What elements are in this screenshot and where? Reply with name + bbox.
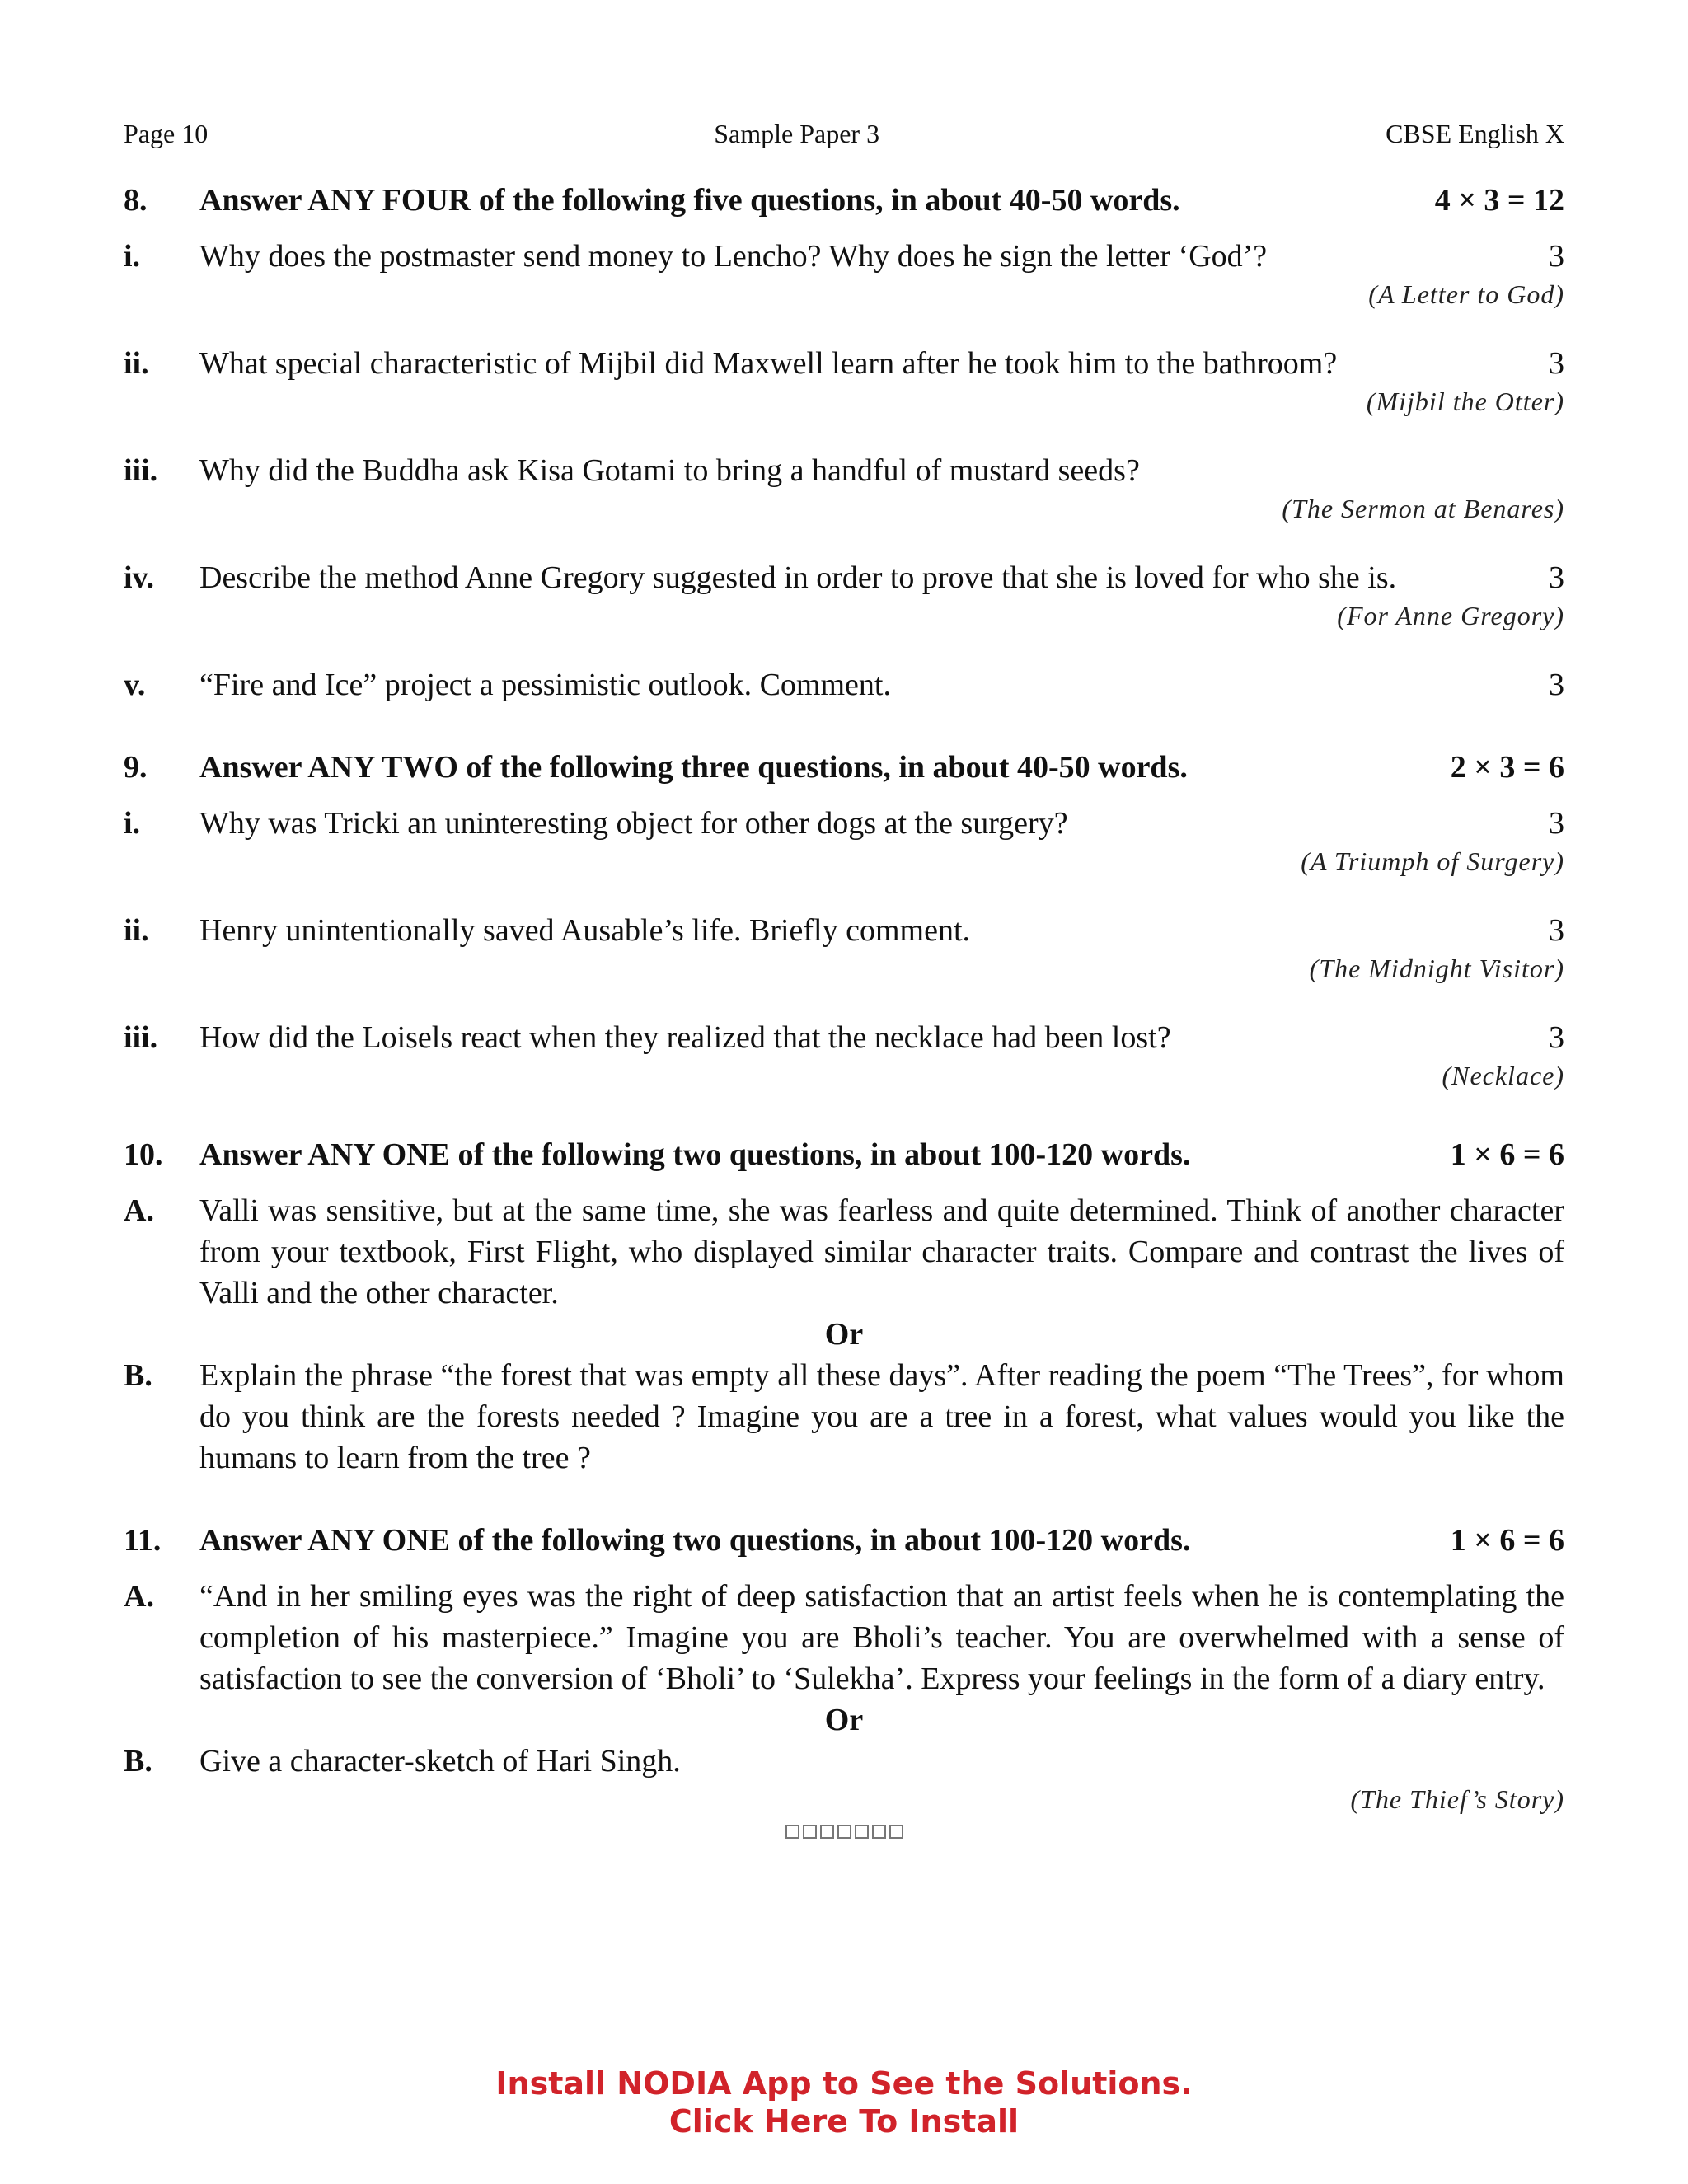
sub-question: [124, 343, 1564, 384]
option-label: A.: [124, 1579, 154, 1614]
question-8: [124, 180, 1564, 747]
option-text: Explain the phrase “the forest that was empty all these days”. After reading the poem “The Trees”, for whom do you think are the forests needed ? Imagine you are a tree in a forest, what values would you like the humans to learn from the tree ?: [199, 1358, 1564, 1475]
page: [124, 115, 1564, 1843]
question-instruction: Answer ANY ONE of the following two questions, in about 100-120 words.: [199, 1137, 1191, 1172]
sub-question-marks: 3: [1549, 913, 1564, 948]
question-marks: 4 × 3 = 12: [1434, 183, 1564, 218]
sub-question-number: ii.: [124, 913, 149, 948]
paper-title: Sample Paper 3: [714, 119, 880, 148]
question-heading: [124, 1134, 1564, 1175]
install-app-banner: [0, 2064, 1688, 2140]
question-number: 9.: [124, 750, 148, 785]
sub-question-text: “Fire and Ice” project a pessimistic outlook. Comment.: [199, 668, 891, 702]
sub-question-text: Why did the Buddha ask Kisa Gotami to bring a handful of mustard seeds?: [199, 453, 1140, 488]
question-heading: [124, 747, 1564, 788]
install-app-link[interactable]: Install NODIA App to See the Solutions.: [495, 2065, 1193, 2102]
sub-question: [124, 1017, 1564, 1058]
source-title: (Necklace): [1442, 1061, 1564, 1090]
question-number: 10.: [124, 1137, 163, 1172]
question-11: [124, 1520, 1564, 1816]
sub-question: [124, 557, 1564, 598]
source-title: (The Midnight Visitor): [1309, 954, 1564, 983]
source-title: (The Thief’s Story): [1350, 1784, 1564, 1814]
sub-question-number: i.: [124, 239, 141, 274]
option-b: [124, 1741, 1564, 1782]
option-a: [124, 1576, 1564, 1699]
option-text: “And in her smiling eyes was the right of deep satisfaction that an artist feels when he is contemplating the completion of his masterpiece.” Imagine you are Bholi’s teacher. You are overwhelmed with a sense of satisfaction to see the conversion of ‘Bholi’ to ‘Sulekha’. Express your feelings in the form of a diary entry.: [199, 1579, 1564, 1696]
sub-question: [124, 450, 1564, 491]
end-marker: [124, 1825, 1564, 1843]
source-title: (A Triumph of Surgery): [1301, 846, 1564, 876]
question-instruction: Answer ANY FOUR of the following five questions, in about 40-50 words.: [199, 183, 1180, 218]
click-to-install-link[interactable]: Click Here To Install: [668, 2103, 1020, 2139]
option-a: [124, 1190, 1564, 1314]
sub-question-text: Why was Tricki an uninteresting object for other dogs at the surgery?: [199, 806, 1068, 841]
question-marks: 1 × 6 = 6: [1450, 1137, 1564, 1172]
sub-question-number: ii.: [124, 346, 149, 381]
sub-question-marks: 3: [1549, 1020, 1564, 1055]
sub-question-marks: 3: [1549, 239, 1564, 274]
sub-question-text: Why does the postmaster send money to Lencho? Why does he sign the letter ‘God’?: [199, 239, 1268, 274]
sub-question: [124, 910, 1564, 951]
sub-question: [124, 236, 1564, 277]
question-number: 8.: [124, 183, 148, 218]
question-instruction: Answer ANY TWO of the following three questions, in about 40-50 words.: [199, 750, 1188, 785]
sub-question-marks: 3: [1549, 668, 1564, 702]
sub-question-number: v.: [124, 668, 146, 702]
source-title: (A Letter to God): [1368, 279, 1564, 309]
sub-question: [124, 664, 1564, 705]
sub-question-marks: 3: [1549, 346, 1564, 381]
sub-question-number: i.: [124, 806, 141, 841]
sub-question-text: Describe the method Anne Gregory suggested in order to prove that she is loved for who she is.: [199, 560, 1397, 595]
source-title: (Mijbil the Otter): [1366, 387, 1564, 416]
sub-question-marks: 3: [1549, 806, 1564, 841]
page-header: [124, 115, 1564, 152]
question-instruction: Answer ANY ONE of the following two questions, in about 100-120 words.: [199, 1523, 1191, 1558]
page-number: Page 10: [124, 119, 209, 148]
subject-title: CBSE English X: [1386, 119, 1564, 148]
option-text: Give a character-sketch of Hari Singh.: [199, 1744, 681, 1779]
sub-question-number: iv.: [124, 560, 154, 595]
question-marks: 2 × 3 = 6: [1450, 750, 1564, 785]
source-title: (The Sermon at Benares): [1282, 494, 1564, 523]
source-title: (For Anne Gregory): [1337, 601, 1564, 630]
or-separator: Or: [824, 1703, 864, 1737]
sub-question-text: What special characteristic of Mijbil did Maxwell learn after he took him to the bathroom?: [199, 346, 1338, 381]
option-label: A.: [124, 1193, 154, 1228]
sub-question: [124, 803, 1564, 844]
question-9: [124, 747, 1564, 1134]
question-heading: [124, 180, 1564, 221]
sub-question-number: iii.: [124, 1020, 158, 1055]
option-b: [124, 1355, 1564, 1479]
sub-question-number: iii.: [124, 453, 158, 488]
question-10: [124, 1134, 1564, 1520]
question-marks: 1 × 6 = 6: [1450, 1523, 1564, 1558]
sub-question-text: Henry unintentionally saved Ausable’s life. Briefly comment.: [199, 913, 971, 948]
question-number: 11.: [124, 1523, 162, 1558]
sub-question-text: How did the Loisels react when they realized that the necklace had been lost?: [199, 1020, 1171, 1055]
sub-question-marks: 3: [1549, 560, 1564, 595]
question-heading: [124, 1520, 1564, 1561]
option-label: B.: [124, 1744, 152, 1779]
or-separator: Or: [824, 1317, 864, 1352]
option-text: Valli was sensitive, but at the same time, she was fearless and quite determined. Think of another character from your textbook, First Flight, who displayed similar character traits. Compare and contrast the lives of Valli and the other character.: [199, 1193, 1564, 1310]
option-label: B.: [124, 1358, 152, 1393]
